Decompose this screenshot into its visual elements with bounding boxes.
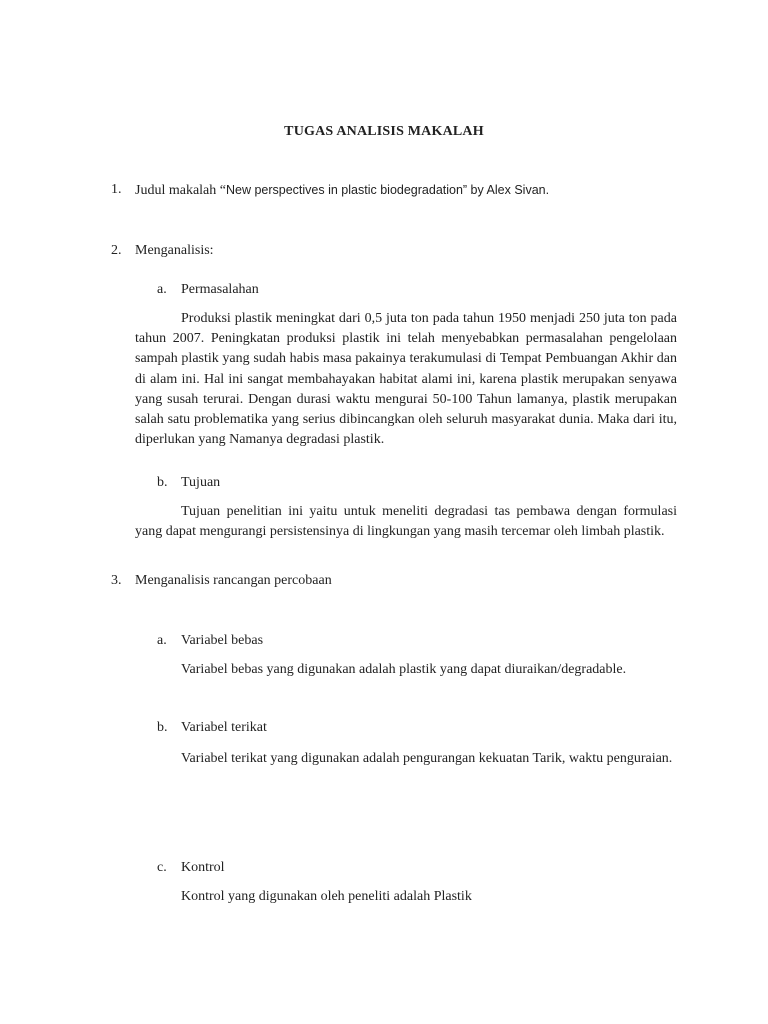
- item-2b-paragraph: Tujuan penelitian ini yaitu untuk meneliti degradasi tas pembawa dengan formulasi yang dapat mengurangi persistensinya di lingkungan yang masih tercemar oleh limbah plastik.: [135, 504, 677, 540]
- item-1-text: [135, 180, 549, 201]
- item-2b-label: Tujuan: [181, 475, 221, 490]
- item-2a-letter: a.: [157, 282, 167, 297]
- item-2b-letter: b.: [157, 475, 168, 490]
- item-2a-paragraph: Produksi plastik meningkat dari 0,5 juta ton pada tahun 1950 menjadi 250 juta ton pada tahun 2007. Peningkatan produksi plastik ini telah menyebabkan permasalahan pengelolaan sampah plastik yang sudah habis masa pakainya terakumulasi di Tempat Pembuangan Akhir dan di alam ini. Hal ini sangat membahayakan habitat alami ini, karena plastik merupakan senyawa yang susah terurai. Dengan durasi waktu mengurai 50-100 Tahun lamanya, plastik merupakan salah satu problematika yang serius dibincangkan oleh seluruh masyarakat dunia. Maka dari itu, diperlukan yang Namanya degradasi plastik.: [135, 311, 677, 448]
- document-title: TUGAS ANALISIS MAKALAH: [284, 124, 484, 139]
- item-3b-label: Variabel terikat: [181, 720, 267, 735]
- item-3a-label: Variabel bebas: [181, 633, 264, 648]
- item-3-label: Menganalisis rancangan percobaan: [135, 573, 332, 588]
- item-3c-text: Kontrol yang digunakan oleh peneliti adalah Plastik: [181, 889, 472, 904]
- item-3b-letter: b.: [157, 720, 168, 735]
- item-3c-label: Kontrol: [181, 860, 225, 875]
- item-3a-letter: a.: [157, 633, 167, 648]
- item-3a-text: Variabel bebas yang digunakan adalah plastik yang dapat diuraikan/degradable.: [181, 662, 627, 677]
- item-3b-paragraph: Variabel terikat yang digunakan adalah pengurangan kekuatan Tarik, waktu penguraian.: [181, 751, 673, 766]
- item-1-paper-title: New perspectives in plastic biodegradation” by Alex Sivan.: [225, 183, 550, 197]
- item-2-label: Menganalisis:: [135, 243, 214, 258]
- item-2-number: 2.: [111, 243, 122, 258]
- item-1-prefix: Judul makalah “: [135, 183, 226, 198]
- item-3-number: 3.: [111, 573, 122, 588]
- item-2a-label: Permasalahan: [181, 282, 259, 297]
- item-3c-letter: c.: [157, 860, 167, 875]
- item-1-number: 1.: [111, 182, 122, 197]
